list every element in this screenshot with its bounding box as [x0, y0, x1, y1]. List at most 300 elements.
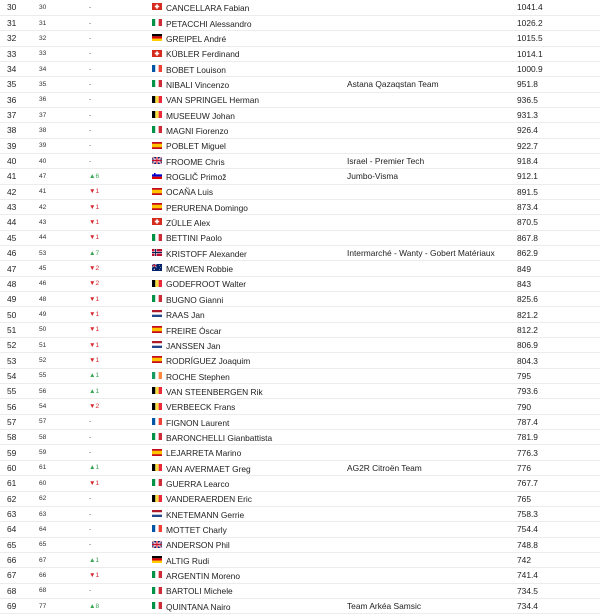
rider-cell[interactable] — [152, 276, 347, 291]
table-row[interactable] — [0, 491, 600, 506]
rank-change-indicator: ▼1 — [89, 571, 100, 579]
rider-name-link[interactable]: ALTIG Rudi — [166, 555, 210, 566]
table-row[interactable] — [0, 568, 600, 583]
gbr-flag-icon — [152, 539, 166, 549]
rider-name-link[interactable]: PERURENA Domingo — [166, 202, 248, 213]
rank-change-indicator: ▼1 — [89, 295, 100, 303]
rider-cell[interactable] — [152, 199, 347, 214]
rank-change-indicator: ▼1 — [89, 188, 100, 196]
previous-rank-cell: 61 — [39, 464, 47, 472]
team-name-link[interactable]: Intermarché - Wanty - Gobert Matériaux — [347, 248, 495, 259]
team-name-link[interactable]: Jumbo-Visma — [347, 171, 399, 182]
rider-cell[interactable] — [152, 292, 347, 307]
team-name-link[interactable]: Team Arkéa Samsic — [347, 601, 422, 612]
ita-flag-icon — [152, 125, 166, 135]
rank-change-cell — [89, 169, 152, 184]
team-cell[interactable] — [347, 153, 517, 168]
rider-cell[interactable] — [152, 430, 347, 445]
rider-cell[interactable] — [152, 0, 347, 15]
table-row[interactable] — [0, 138, 600, 153]
rank-change-indicator: - — [89, 433, 92, 441]
team-cell[interactable] — [347, 552, 517, 567]
rider-name-link[interactable]: MAGNI Fiorenzo — [166, 125, 229, 136]
rank-cell: 38 — [7, 125, 17, 136]
previous-rank-cell: 32 — [39, 34, 47, 42]
rider-cell[interactable] — [152, 445, 347, 460]
bel-flag-icon — [152, 463, 166, 473]
team-cell[interactable] — [347, 414, 517, 429]
rider-name-link[interactable]: ROGLIČ Primož — [166, 171, 227, 182]
rank-cell: 30 — [7, 2, 17, 13]
table-row[interactable] — [0, 46, 600, 61]
rider-name-link[interactable]: JANSSEN Jan — [166, 340, 221, 351]
rider-name-link[interactable]: BARONCHELLI Gianbattista — [166, 432, 273, 443]
rank-cell: 51 — [7, 324, 17, 335]
ita-flag-icon — [152, 294, 166, 304]
points-cell: 734.4 — [517, 601, 538, 612]
rider-cell[interactable] — [152, 414, 347, 429]
rider-name-link[interactable]: GODEFROOT Walter — [166, 279, 247, 290]
rider-name-link[interactable]: VAN SPRINGEL Herman — [166, 95, 260, 106]
previous-rank-cell: 60 — [39, 479, 47, 487]
team-cell[interactable] — [347, 138, 517, 153]
team-cell[interactable] — [347, 92, 517, 107]
rank-cell: 43 — [7, 202, 17, 213]
rider-name-link[interactable]: OCAÑA Luis — [166, 187, 214, 198]
team-cell[interactable] — [347, 537, 517, 552]
rider-name-link[interactable]: VAN STEENBERGEN Rik — [166, 386, 263, 397]
rider-cell[interactable] — [152, 368, 347, 383]
team-cell[interactable] — [347, 215, 517, 230]
rider-name-link[interactable]: RODRÍGUEZ Joaquim — [166, 355, 251, 366]
rider-cell[interactable] — [152, 598, 347, 613]
rank-change-indicator: ▼2 — [89, 280, 100, 288]
table-row[interactable] — [0, 522, 600, 537]
rank-cell: 66 — [7, 555, 17, 566]
rider-name-link[interactable]: MUSEEUW Johan — [166, 110, 235, 121]
rider-cell[interactable] — [152, 31, 347, 46]
table-row[interactable] — [0, 384, 600, 399]
rank-cell: 57 — [7, 416, 17, 427]
rank-change-indicator: - — [89, 34, 92, 42]
points-cell: 951.8 — [517, 79, 538, 90]
team-cell[interactable] — [347, 583, 517, 598]
previous-rank-cell: 43 — [39, 218, 47, 226]
rider-cell[interactable] — [152, 522, 347, 537]
rider-name-link[interactable]: VAN AVERMAET Greg — [166, 463, 251, 474]
team-cell[interactable] — [347, 384, 517, 399]
table-row[interactable] — [0, 598, 600, 613]
rank-change-indicator: - — [89, 510, 92, 518]
team-cell[interactable] — [347, 230, 517, 245]
rank-change-indicator: ▲1 — [89, 464, 100, 472]
team-cell[interactable] — [347, 430, 517, 445]
team-cell[interactable] — [347, 353, 517, 368]
team-cell[interactable] — [347, 169, 517, 184]
rank-change-indicator: ▲1 — [89, 387, 100, 395]
rider-cell[interactable] — [152, 123, 347, 138]
rider-cell[interactable] — [152, 246, 347, 261]
team-cell[interactable] — [347, 61, 517, 76]
rank-cell: 31 — [7, 18, 17, 29]
table-row[interactable] — [0, 276, 600, 291]
rider-cell[interactable] — [152, 460, 347, 475]
rider-name-link[interactable]: GREIPEL André — [166, 33, 227, 44]
team-cell[interactable] — [347, 568, 517, 583]
rank-change-cell — [89, 445, 152, 460]
rank-change-cell — [89, 77, 152, 92]
rank-change-cell — [89, 230, 152, 245]
rank-cell: 54 — [7, 370, 17, 381]
rank-change-indicator: - — [89, 495, 92, 503]
rider-name-link[interactable]: MOTTET Charly — [166, 524, 227, 535]
previous-rank-cell: 42 — [39, 203, 47, 211]
rank-cell: 69 — [7, 601, 17, 612]
team-cell[interactable] — [347, 107, 517, 122]
table-row[interactable] — [0, 77, 600, 92]
rank-change-cell — [89, 61, 152, 76]
rank-change-indicator: ▼1 — [89, 341, 100, 349]
previous-rank-cell: 34 — [39, 65, 47, 73]
rank-change-cell — [89, 568, 152, 583]
rank-cell: 55 — [7, 386, 17, 397]
points-cell: 748.8 — [517, 539, 538, 550]
rider-name-link[interactable]: FREIRE Óscar — [166, 325, 222, 336]
rank-cell: 44 — [7, 217, 17, 228]
table-row[interactable] — [0, 153, 600, 168]
rider-cell[interactable] — [152, 92, 347, 107]
table-row[interactable] — [0, 31, 600, 46]
rider-cell[interactable] — [152, 215, 347, 230]
team-cell[interactable] — [347, 399, 517, 414]
rank-cell: 47 — [7, 263, 17, 274]
rank-cell: 64 — [7, 524, 17, 535]
rank-cell: 46 — [7, 248, 17, 259]
points-cell: 787.4 — [517, 416, 538, 427]
esp-flag-icon — [152, 355, 166, 365]
rider-name-link[interactable]: VANDERAERDEN Eric — [166, 494, 252, 505]
previous-rank-cell: 36 — [39, 96, 47, 104]
previous-rank-cell: 44 — [39, 234, 47, 242]
team-cell[interactable] — [347, 46, 517, 61]
esp-flag-icon — [152, 186, 166, 196]
table-row[interactable] — [0, 246, 600, 261]
ita-flag-icon — [152, 232, 166, 242]
nor-flag-icon — [152, 248, 166, 258]
rider-name-link[interactable]: KRISTOFF Alexander — [166, 248, 247, 259]
rank-change-cell — [89, 384, 152, 399]
team-cell[interactable] — [347, 476, 517, 491]
rank-cell: 41 — [7, 171, 17, 182]
rank-change-cell — [89, 506, 152, 521]
team-cell[interactable] — [347, 77, 517, 92]
team-cell[interactable] — [347, 307, 517, 322]
rank-change-cell — [89, 92, 152, 107]
rider-cell[interactable] — [152, 169, 347, 184]
rank-cell: 48 — [7, 278, 17, 289]
rider-cell[interactable] — [152, 261, 347, 276]
ita-flag-icon — [152, 79, 166, 89]
points-cell: 804.3 — [517, 355, 538, 366]
points-cell: 870.5 — [517, 217, 538, 228]
rider-cell[interactable] — [152, 537, 347, 552]
rider-name-link[interactable]: QUINTANA Nairo — [166, 601, 231, 612]
rider-name-link[interactable]: KÜBLER Ferdinand — [166, 49, 240, 60]
rider-name-link[interactable]: VERBEECK Frans — [166, 402, 236, 412]
rider-cell[interactable] — [152, 15, 347, 30]
points-cell: 812.2 — [517, 324, 538, 335]
team-cell[interactable] — [347, 460, 517, 475]
rank-change-cell — [89, 476, 152, 491]
rider-cell[interactable] — [152, 77, 347, 92]
rider-name-link[interactable]: FROOME Chris — [166, 156, 225, 167]
rider-name-link[interactable]: RAAS Jan — [166, 309, 205, 320]
rank-change-cell — [89, 430, 152, 445]
table-row[interactable] — [0, 322, 600, 337]
table-row[interactable] — [0, 169, 600, 184]
rank-cell: 40 — [7, 156, 17, 167]
team-cell[interactable] — [347, 31, 517, 46]
table-row[interactable] — [0, 92, 600, 107]
rider-name-link[interactable]: BETTINI Paolo — [166, 233, 222, 244]
team-cell[interactable] — [347, 445, 517, 460]
points-cell: 912.1 — [517, 171, 538, 182]
rider-name-link[interactable]: BOBET Louison — [166, 64, 226, 75]
rider-cell[interactable] — [152, 322, 347, 337]
team-cell[interactable] — [347, 246, 517, 261]
team-cell[interactable] — [347, 0, 517, 15]
rank-change-indicator: - — [89, 142, 92, 150]
rider-cell[interactable] — [152, 107, 347, 122]
rider-name-link[interactable]: ARGENTIN Moreno — [166, 570, 240, 581]
rank-change-cell — [89, 246, 152, 261]
table-row[interactable] — [0, 261, 600, 276]
rider-name-link[interactable]: POBLET Miguel — [166, 141, 226, 152]
table-row[interactable] — [0, 199, 600, 214]
table-row[interactable] — [0, 414, 600, 429]
points-cell: 790 — [517, 401, 531, 412]
previous-rank-cell: 50 — [39, 326, 47, 334]
rank-change-indicator: ▼1 — [89, 326, 100, 334]
table-row[interactable] — [0, 476, 600, 491]
previous-rank-cell: 49 — [39, 311, 47, 319]
rider-cell[interactable] — [152, 583, 347, 598]
rank-cell: 65 — [7, 539, 17, 550]
team-cell[interactable] — [347, 598, 517, 613]
slo-flag-icon — [152, 171, 166, 181]
previous-rank-cell: 65 — [39, 541, 47, 549]
previous-rank-cell: 52 — [39, 357, 47, 365]
gbr-flag-icon — [152, 156, 166, 166]
rider-name-link[interactable]: LEJARRETA Marino — [166, 448, 242, 459]
table-row[interactable] — [0, 537, 600, 552]
team-cell[interactable] — [347, 123, 517, 138]
rank-change-cell — [89, 338, 152, 353]
points-cell: 781.9 — [517, 432, 538, 443]
rider-cell[interactable] — [152, 568, 347, 583]
points-cell: 862.9 — [517, 248, 538, 259]
table-row[interactable] — [0, 460, 600, 475]
rank-change-cell — [89, 583, 152, 598]
rider-cell[interactable] — [152, 184, 347, 199]
rider-name-link[interactable]: BUGNO Gianni — [166, 294, 224, 305]
rank-change-indicator: - — [89, 126, 92, 134]
rider-name-link[interactable]: KNETEMANN Gerrie — [166, 509, 245, 520]
rider-cell[interactable] — [152, 338, 347, 353]
table-row[interactable] — [0, 338, 600, 353]
rider-name-link[interactable]: ANDERSON Phil — [166, 540, 230, 551]
table-row[interactable] — [0, 230, 600, 245]
rider-name-link[interactable]: CANCELLARA Fabian — [166, 2, 250, 13]
esp-flag-icon — [152, 202, 166, 212]
points-cell: 1041.4 — [517, 2, 543, 13]
rank-change-cell — [89, 153, 152, 168]
table-row[interactable] — [0, 123, 600, 138]
table-row[interactable] — [0, 292, 600, 307]
points-cell: 758.3 — [517, 509, 538, 520]
sui-flag-icon — [152, 48, 166, 58]
rank-change-cell — [89, 292, 152, 307]
rider-name-link[interactable]: BARTOLI Michele — [166, 586, 233, 597]
ita-flag-icon — [152, 601, 166, 611]
table-row[interactable] — [0, 107, 600, 122]
rider-cell[interactable] — [152, 307, 347, 322]
previous-rank-cell: 57 — [39, 418, 47, 426]
rank-cell: 49 — [7, 294, 17, 305]
team-cell[interactable] — [347, 506, 517, 521]
table-row[interactable] — [0, 506, 600, 521]
points-cell: 873.4 — [517, 202, 538, 213]
points-cell: 742 — [517, 555, 531, 566]
rider-name-link[interactable]: GUERRA Learco — [166, 478, 230, 489]
team-cell[interactable] — [347, 199, 517, 214]
rank-change-cell — [89, 522, 152, 537]
rank-change-cell — [89, 261, 152, 276]
team-name-link[interactable]: Israel - Premier Tech — [347, 156, 425, 167]
rank-cell: 62 — [7, 493, 17, 504]
team-name-link[interactable]: AG2R Citroën Team — [347, 462, 422, 473]
rank-change-indicator: - — [89, 80, 92, 88]
table-row[interactable] — [0, 430, 600, 445]
rider-name-link[interactable]: NIBALI Vincenzo — [166, 79, 230, 90]
rank-change-indicator: - — [89, 525, 92, 533]
team-cell[interactable] — [347, 276, 517, 291]
rider-name-link[interactable]: PETACCHI Alessandro — [166, 18, 252, 29]
team-cell[interactable] — [347, 338, 517, 353]
rider-cell[interactable] — [152, 153, 347, 168]
rank-change-indicator: ▼1 — [89, 479, 100, 487]
rider-cell[interactable] — [152, 476, 347, 491]
table-row[interactable] — [0, 215, 600, 230]
points-cell: 931.3 — [517, 110, 538, 121]
table-row[interactable] — [0, 552, 600, 567]
previous-rank-cell: 77 — [39, 602, 47, 610]
team-cell[interactable] — [347, 368, 517, 383]
table-row[interactable] — [0, 399, 600, 414]
team-cell[interactable] — [347, 15, 517, 30]
bel-flag-icon — [152, 493, 166, 503]
rider-cell[interactable] — [152, 61, 347, 76]
points-cell: 741.4 — [517, 570, 538, 581]
bel-flag-icon — [152, 401, 166, 411]
rider-cell[interactable] — [152, 552, 347, 567]
previous-rank-cell: 41 — [39, 188, 47, 196]
rider-cell[interactable] — [152, 353, 347, 368]
team-cell[interactable] — [347, 491, 517, 506]
team-cell[interactable] — [347, 261, 517, 276]
table-row[interactable] — [0, 184, 600, 199]
rank-change-cell — [89, 199, 152, 214]
rank-cell: 58 — [7, 432, 17, 443]
ger-flag-icon — [152, 555, 166, 565]
ned-flag-icon — [152, 340, 166, 350]
rider-cell[interactable] — [152, 399, 347, 414]
rank-change-cell — [89, 491, 152, 506]
rider-cell[interactable] — [152, 46, 347, 61]
rider-cell[interactable] — [152, 491, 347, 506]
rank-change-indicator: ▲6 — [89, 172, 100, 180]
rider-name-link[interactable]: ROCHE Stephen — [166, 371, 230, 382]
team-cell[interactable] — [347, 292, 517, 307]
previous-rank-cell: 39 — [39, 142, 47, 150]
previous-rank-cell: 47 — [39, 172, 47, 180]
table-row[interactable] — [0, 61, 600, 76]
team-cell[interactable] — [347, 522, 517, 537]
rider-cell[interactable] — [152, 384, 347, 399]
rank-change-cell — [89, 15, 152, 30]
previous-rank-cell: 46 — [39, 280, 47, 288]
points-cell: 867.8 — [517, 232, 538, 243]
rank-change-cell — [89, 123, 152, 138]
rank-change-indicator: ▲1 — [89, 372, 100, 380]
rider-cell[interactable] — [152, 138, 347, 153]
fra-flag-icon — [152, 417, 166, 427]
rider-name-link[interactable]: FIGNON Laurent — [166, 417, 230, 428]
rank-cell: 67 — [7, 570, 17, 581]
table-row[interactable] — [0, 353, 600, 368]
rider-name-link[interactable]: MCEWEN Robbie — [166, 263, 234, 274]
rank-cell: 53 — [7, 355, 17, 366]
rank-change-cell — [89, 552, 152, 567]
rider-name-link[interactable]: ZÜLLE Alex — [166, 217, 211, 228]
sui-flag-icon — [152, 2, 166, 12]
ita-flag-icon — [152, 478, 166, 488]
team-name-link[interactable]: Astana Qazaqstan Team — [347, 79, 439, 90]
table-row[interactable] — [0, 583, 600, 598]
team-cell[interactable] — [347, 184, 517, 199]
rank-cell: 63 — [7, 509, 17, 520]
table-row[interactable] — [0, 0, 600, 15]
fra-flag-icon — [152, 524, 166, 534]
rank-cell: 61 — [7, 478, 17, 489]
rank-cell: 52 — [7, 340, 17, 351]
rider-cell[interactable] — [152, 506, 347, 521]
team-cell[interactable] — [347, 322, 517, 337]
fra-flag-icon — [152, 64, 166, 74]
rank-change-indicator: ▼1 — [89, 311, 100, 319]
rank-change-indicator: - — [89, 449, 92, 457]
table-row[interactable] — [0, 307, 600, 322]
rank-change-indicator: - — [89, 418, 92, 426]
esp-flag-icon — [152, 447, 166, 457]
previous-rank-cell: 59 — [39, 449, 47, 457]
table-row[interactable] — [0, 15, 600, 30]
table-row[interactable] — [0, 368, 600, 383]
rider-cell[interactable] — [152, 230, 347, 245]
previous-rank-cell: 54 — [39, 403, 47, 411]
table-row[interactable] — [0, 445, 600, 460]
rank-change-indicator: ▼1 — [89, 218, 100, 226]
